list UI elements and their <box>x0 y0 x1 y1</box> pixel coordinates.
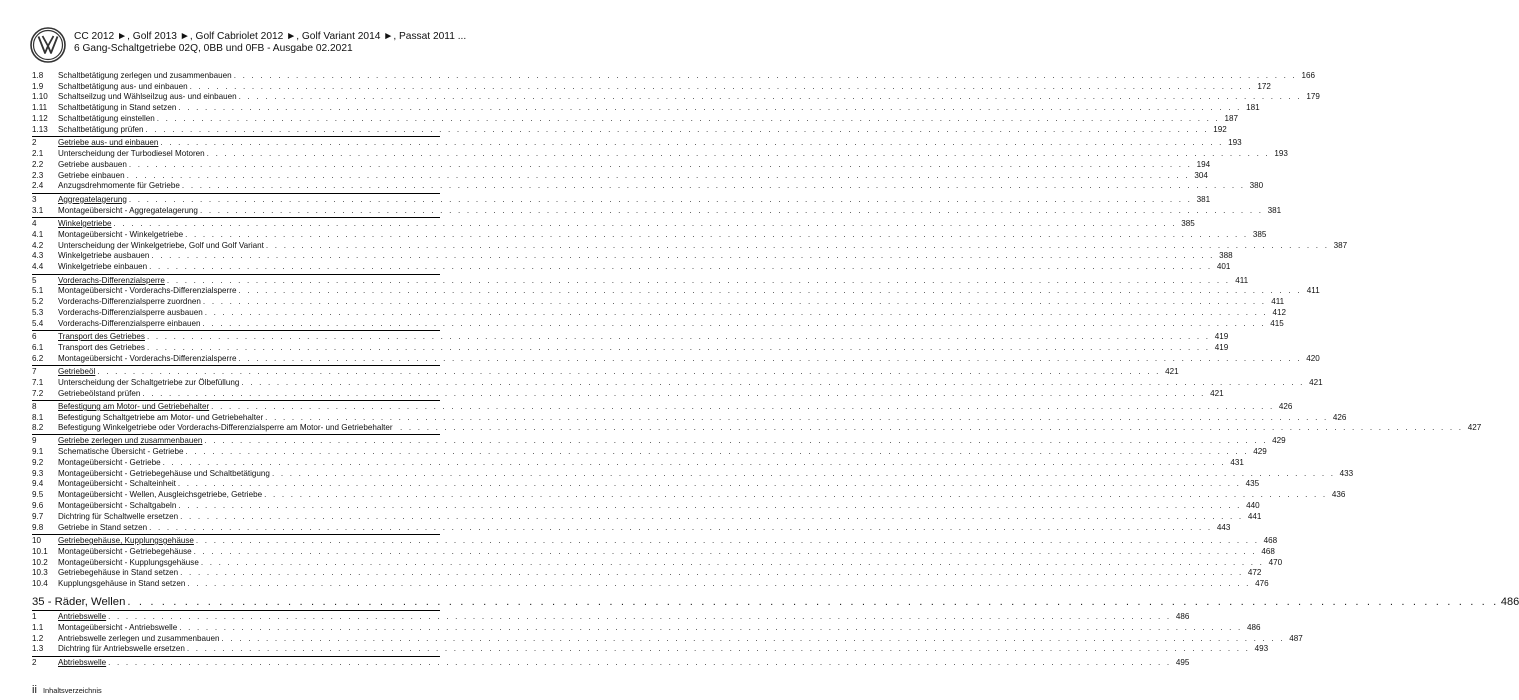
toc-leader: . . . . . . . . . . . . . . . . . . . . . . . . . . . . . . . . . . . . . . . . . . . . . . . . . . . . . . . . . . . . . . . . . . . . . . . . . . . . . . . . . . . . . . . . . . . . . . . . . . . . . . . . . . . . . . . . . . . . . . . . <box>128 194 1193 204</box>
toc-entry[interactable] <box>32 240 1348 251</box>
toc-leader: . . . . . . . . . . . . . . . . . . . . . . . . . . . . . . . . . . . . . . . . . . . . . . . . . . . . . . . . . . . . . . . . . . . . . . . . . . . . . . . . . . . . . . . . . . . . . . . . . . . . . . . . . . . . . . . . . . . . . . . . <box>149 522 1213 532</box>
toc-section[interactable] <box>32 365 1179 377</box>
toc-entry[interactable] <box>32 113 1238 124</box>
toc-leader: . . . . . . . . . . . . . . . . . . . . . . . . . . . . . . . . . . . . . . . . . . . . . . . . . . . . . . . . . . . . . . . . . . . . . . . . . . . . . . . . . . . . . . . . . . . . . . . . . . . . . . . . . . . . . . . . . . . . . . . . <box>146 332 1211 342</box>
toc-title: Winkelgetriebe <box>58 218 112 228</box>
toc-number: 2 <box>32 138 37 148</box>
toc-title: Montageübersicht - Getriebe <box>58 457 161 467</box>
toc-number: 9 <box>32 436 37 446</box>
toc-entry[interactable] <box>32 70 1315 81</box>
toc-leader: . . . . . . . . . . . . . . . . . . . . . . . . . . . . . . . . . . . . . . . . . . . . . . . . . . . . . . . . . . . . . . . . . . . . . . . . . . . . . . . . . . . . . . . . . . . . . . . . . . . . . . . . . . . . . . . . . . . . . . . . <box>180 511 1244 521</box>
toc-title: Kupplungsgehäuse in Stand setzen <box>58 579 186 589</box>
toc-entry[interactable] <box>32 412 1347 423</box>
toc-number: 2.1 <box>32 148 44 158</box>
toc-leader: . . . . . . . . . . . . . . . . . . . . . . . . . . . . . . . . . . . . . . . . . . . . . . . . . . . . . . . . . . . . . . . . . . . . . . . . . . . . . . . . . . . . . . . . . . . . . . . . . . . . . . . . . . . . . . . . . . . . . . . . <box>181 181 1246 191</box>
toc-leader: . . . . . . . . . . . . . . . . . . . . . . . . . . . . . . . . . . . . . . . . . . . . . . . . . . . . . . . . . . . . . . . . . . . . . . . . . . . . . . . . . . . . . . . . . . . . . . . . . . . . . . . . . . . . . . . . . . . . . . . . <box>156 113 1220 123</box>
toc-leader: . . . . . . . . . . . . . . . . . . . . . . . . . . . . . . . . . . . . . . . . . . . . . . . . . . . . . . . . . . . . . . . . . . . . . . . . . . . . . . . . . . . . . . . . . . . . . . . . . . . . . . . . . . . . . . . . . . . . . . . . <box>204 436 1268 446</box>
toc-number: 7 <box>32 367 37 377</box>
toc-page: 476 <box>1255 579 1269 589</box>
toc-leader: . . . . . . . . . . . . . . . . . . . . . . . . . . . . . . . . . . . . . . . . . . . . . . . . . . . . . . . . . . . . . . . . . . . . . . . . . . . . . . . . . . . . . . . . . . . . . . . . . . . . . . . . . . . . . . . . . . . . . . . . <box>193 546 1257 556</box>
toc-page: 411 <box>1271 297 1285 307</box>
toc-number: 10 <box>32 536 42 546</box>
toc-section[interactable] <box>32 434 1286 446</box>
toc-leader: . . . . . . . . . . . . . . . . . . . . . . . . . . . . . . . . . . . . . . . . . . . . . . . . . . . . . . . . . . . . . . . . . . . . . . . . . . . . . . . . . . . . . . . . . . . . . . . . . . . . . . . . . . . . . . . . . . . . . . . . <box>108 612 1172 621</box>
toc-title: Unterscheidung der Winkelgetriebe, Golf und Golf Variant <box>58 240 264 250</box>
toc-leader: . . . . . . . . . . . . . . . . . . . . . . . . . . . . . . . . . . . . . . . . . . . . . . . . . . . . . . . . . . . . . . . . . . . . . . . . . . . . . . . . . . . . . . . . . . . . . . . . . . . . . . . . . . . . . . . . . . . . . . . . <box>204 307 1268 317</box>
toc-title: Getriebe in Stand setzen <box>58 522 148 532</box>
toc-title: Vorderachs-Differenzialsperre ausbauen <box>58 307 203 317</box>
toc-number: 9.3 <box>32 468 44 478</box>
toc-leader: . . . . . . . . . . . . . . . . . . . . . . . . . . . . . . . . . . . . . . . . . . . . . . . . . . . . . . . . . . . . . . . . . . . . . . . . . . . . . . . . . . . . . . . . . . . . . . . . . . . . . . . . . . . . . . . . . . . . . . . . <box>127 596 1499 609</box>
toc-leader: . . . . . . . . . . . . . . . . . . . . . . . . . . . . . . . . . . . . . . . . . . . . . . . . . . . . . . . . . . . . . . . . . . . . . . . . . . . . . . . . . . . . . . . . . . . . . . . . . . . . . . . . . . . . . . . . . . . . . . . . <box>221 633 1285 643</box>
toc-leader: . . . . . . . . . . . . . . . . . . . . . . . . . . . . . . . . . . . . . . . . . . . . . . . . . . . . . . . . . . . . . . . . . . . . . . . . . . . . . . . . . . . . . . . . . . . . . . . . . . . . . . . . . . . . . . . . . . . . . . . . <box>151 251 1215 261</box>
toc-page: 412 <box>1272 307 1286 317</box>
toc-number: 9.7 <box>32 511 44 521</box>
toc-entry[interactable] <box>32 500 1260 511</box>
toc-page: 427 <box>1467 422 1482 432</box>
toc-leader: . . . . . . . . . . . . . . . . . . . . . . . . . . . . . . . . . . . . . . . . . . . . . . . . . . . . . . . . . . . . . . . . . . . . . . . . . . . . . . . . . . . . . . . . . . . . . . . . . . . . . . . . . . . . . . . . . . . . . . . . <box>211 402 1275 412</box>
toc-page: 411 <box>1306 286 1320 296</box>
toc-page: 419 <box>1214 332 1229 342</box>
toc-entry[interactable] <box>32 457 1244 468</box>
toc-page: 181 <box>1246 103 1260 113</box>
toc-number: 9.6 <box>32 501 44 511</box>
toc-leader: . . . . . . . . . . . . . . . . . . . . . . . . . . . . . . . . . . . . . . . . . . . . . . . . . . . . . . . . . . . . . . . . . . . . . . . . . . . . . . . . . . . . . . . . . . . . . . . . . . . . . . . . . . . . . . . . . . . . . . . . <box>126 170 1190 180</box>
toc-entry[interactable] <box>32 181 1264 192</box>
toc-leader: . . . . . . . . . . . . . . . . . . . . . . . . . . . . . . . . . . . . . . . . . . . . . . . . . . . . . . . . . . . . . . . . . . . . . . . . . . . . . . . . . . . . . . . . . . . . . . . . . . . . . . . . . . . . . . . . . . . . . . . . <box>160 138 1224 148</box>
toc-leader: . . . . . . . . . . . . . . . . . . . . . . . . . . . . . . . . . . . . . . . . . . . . . . . . . . . . . . . . . . . . . . . . . . . . . . . . . . . . . . . . . . . . . . . . . . . . . . . . . . . . . . . . . . . . . . . . . . . . . . . . <box>145 124 1209 134</box>
toc-number: 8.1 <box>32 412 44 422</box>
toc-entry[interactable] <box>32 546 1275 557</box>
toc-page: 172 <box>1257 81 1271 91</box>
toc-leader: . . . . . . . . . . . . . . . . . . . . . . . . . . . . . . . . . . . . . . . . . . . . . . . . . . . . . . . . . . . . . . . . . . . . . . . . . . . . . . . . . . . . . . . . . . . . . . . . . . . . . . . . . . . . . . . . . . . . . . . . <box>238 92 1302 102</box>
toc-entry[interactable] <box>32 342 1229 353</box>
toc-leader: . . . . . . . . . . . . . . . . . . . . . . . . . . . . . . . . . . . . . . . . . . . . . . . . . . . . . . . . . . . . . . . . . . . . . . . . . . . . . . . . . . . . . . . . . . . . . . . . . . . . . . . . . . . . . . . . . . . . . . . . <box>185 229 1249 239</box>
toc-page: 440 <box>1246 501 1260 511</box>
toc-title: Montageübersicht - Getriebegehäuse <box>58 546 192 556</box>
toc-number: 3.1 <box>32 205 44 215</box>
toc-title: Montageübersicht - Getriebegehäuse und Schaltbetätigung <box>58 468 270 478</box>
toc-title: Transport des Getriebes <box>58 332 145 342</box>
toc-title: Schematische Übersicht - Getriebe <box>58 447 184 457</box>
toc-leader: . . . . . . . . . . . . . . . . . . . . . . . . . . . . . . . . . . . . . . . . . . . . . . . . . . . . . . . . . . . . . . . . . . . . . . . . . . . . . . . . . . . . . . . . . . . . . . . . . . . . . . . . . . . . . . . . . . . . . . . . <box>238 353 1302 363</box>
toc-title: Dichtring für Antriebswelle ersetzen <box>58 644 185 654</box>
toc-number: 3 <box>32 194 37 204</box>
toc-entry[interactable] <box>32 578 1269 589</box>
toc-title: Getriebe einbauen <box>58 170 125 180</box>
toc-page: 470 <box>1268 557 1283 567</box>
toc-title: Schaltbetätigung in Stand setzen <box>58 103 177 113</box>
toc-title: Montageübersicht - Antriebswelle <box>58 622 178 632</box>
toc-number: 2 <box>32 657 37 667</box>
toc-number: 9.1 <box>32 447 44 457</box>
toc-number: 2.3 <box>32 170 44 180</box>
toc-number: 9.4 <box>32 479 44 489</box>
toc-number: 9.2 <box>32 457 44 467</box>
toc-number: 8 <box>32 402 37 412</box>
toc-number: 10.2 <box>32 557 48 567</box>
toc-number: 1.9 <box>32 81 44 91</box>
toc-title: Getriebegehäuse, Kupplungsgehäuse <box>58 536 194 546</box>
toc-title: Vorderachs-Differenzialsperre <box>58 275 165 285</box>
toc-number: 10.1 <box>32 546 48 556</box>
toc-entry[interactable] <box>32 307 1286 318</box>
toc-title: Getriebe ausbauen <box>58 159 127 169</box>
toc-title: Vorderachs-Differenzialsperre zuordnen <box>58 297 201 307</box>
toc-title: Schaltbetätigung prüfen <box>58 124 144 134</box>
toc-leader: . . . . . . . . . . . . . . . . . . . . . . . . . . . . . . . . . . . . . . . . . . . . . . . . . . . . . . . . . . . . . . . . . . . . . . . . . . . . . . . . . . . . . . . . . . . . . . . . . . . . . . . . . . . . . . . . . . . . . . . . <box>199 205 1264 215</box>
toc-page: 441 <box>1247 511 1262 521</box>
toc-entry[interactable] <box>32 622 1261 633</box>
toc-page: 429 <box>1272 436 1286 446</box>
toc-title: Antriebswelle zerlegen und zusammenbauen <box>58 633 220 643</box>
toc-section[interactable] <box>32 400 1293 412</box>
toc-title: Montageübersicht - Vorderachs-Differenzialsperre <box>58 353 237 363</box>
toc-title: Antriebswelle <box>58 612 107 621</box>
toc-title: Transport des Getriebes <box>58 342 145 352</box>
toc-page: 472 <box>1247 568 1262 578</box>
toc-entry[interactable] <box>32 377 1323 388</box>
toc-entry[interactable] <box>32 286 1320 297</box>
toc-entry[interactable] <box>32 353 1320 364</box>
toc-leader: . . . . . . . . . . . . . . . . . . . . . . . . . . . . . . . . . . . . . . . . . . . . . . . . . . . . . . . . . . . . . . . . . . . . . . . . . . . . . . . . . . . . . . . . . . . . . . . . . . . . . . . . . . . . . . . . . . . . . . . . <box>180 568 1244 578</box>
toc-title: Anzugsdrehmomente für Getriebe <box>58 181 180 191</box>
toc-entry[interactable] <box>32 229 1267 240</box>
toc-number: 6.2 <box>32 353 44 363</box>
toc-page: 388 <box>1219 251 1233 261</box>
table-of-contents <box>32 70 1519 668</box>
toc-page: 380 <box>1249 181 1264 191</box>
toc-title: Montageübersicht - Wellen, Ausgleichsgetriebe, Getriebe <box>58 490 263 500</box>
toc-leader: . . . . . . . . . . . . . . . . . . . . . . . . . . . . . . . . . . . . . . . . . . . . . . . . . . . . . . . . . . . . . . . . . . . . . . . . . . . . . . . . . . . . . . . . . . . . . . . . . . . . . . . . . . . . . . . . . . . . . . . . <box>202 318 1266 328</box>
toc-page: 426 <box>1332 412 1347 422</box>
toc-page: 419 <box>1214 342 1229 352</box>
toc-number: 4.4 <box>32 262 44 272</box>
toc-title: Getriebe aus- und einbauen <box>58 138 159 148</box>
toc-leader: . . . . . . . . . . . . . . . . . . . . . . . . . . . . . . . . . . . . . . . . . . . . . . . . . . . . . . . . . . . . . . . . . . . . . . . . . . . . . . . . . . . . . . . . . . . . . . . . . . . . . . . . . . . . . . . . . . . . . . . . <box>186 644 1251 654</box>
toc-number: 4.2 <box>32 240 44 250</box>
toc-title: Dichtring für Schaltwelle ersetzen <box>58 511 179 521</box>
toc-section[interactable] <box>32 217 1195 229</box>
toc-entry[interactable] <box>32 81 1271 92</box>
toc-entry[interactable] <box>32 388 1224 399</box>
toc-leader: . . . . . . . . . . . . . . . . . . . . . . . . . . . . . . . . . . . . . . . . . . . . . . . . . . . . . . . . . . . . . . . . . . . . . . . . . . . . . . . . . . . . . . . . . . . . . . . . . . . . . . . . . . . . . . . . . . . . . . . . <box>178 103 1242 113</box>
toc-title: Vorderachs-Differenzialsperre einbauen <box>58 318 201 328</box>
toc-page: 486 <box>1500 596 1519 609</box>
toc-entry[interactable] <box>32 261 1231 272</box>
toc-page: 468 <box>1263 536 1278 546</box>
footer-label: Inhaltsverzeichnis <box>42 686 102 695</box>
toc-title: Schaltbetätigung aus- und einbauen <box>58 81 188 91</box>
toc-section[interactable] <box>32 136 1242 148</box>
toc-page: 304 <box>1194 170 1208 180</box>
toc-page: 443 <box>1216 522 1231 532</box>
toc-number: 5.1 <box>32 286 44 296</box>
toc-leader: . . . . . . . . . . . . . . . . . . . . . . . . . . . . . . . . . . . . . . . . . . . . . . . . . . . . . . . . . . . . . . . . . . . . . . . . . . . . . . . . . . . . . . . . . . . . . . . . . . . . . . . . . . . . . . . . . . . . . . . . <box>162 457 1226 467</box>
toc-title: Winkelgetriebe einbauen <box>58 262 148 272</box>
toc-page: 179 <box>1306 92 1320 102</box>
toc-entry[interactable] <box>32 159 1211 170</box>
toc-leader: . . . . . . . . . . . . . . . . . . . . . . . . . . . . . . . . . . . . . . . . . . . . . . . . . . . . . . . . . . . . . . . . . . . . . . . . . . . . . . . . . . . . . . . . . . . . . . . . . . . . . . . . . . . . . . . . . . . . . . . . <box>202 297 1267 307</box>
toc-number: 1.3 <box>32 644 44 654</box>
toc-leader: . . . . . . . . . . . . . . . . . . . . . . . . . . . . . . . . . . . . . . . . . . . . . . . . . . . . . . . . . . . . . . . . . . . . . . . . . . . . . . . . . . . . . . . . . . . . . . . . . . . . . . . . . . . . . . . . . . . . . . . . <box>97 367 1161 377</box>
toc-page: 468 <box>1261 546 1275 556</box>
toc-number: 1 <box>32 612 37 621</box>
toc-page: 436 <box>1331 490 1346 500</box>
toc-number: 1.1 <box>32 622 44 632</box>
toc-leader: . . . . . . . . . . . . . . . . . . . . . . . . . . . . . . . . . . . . . . . . . . . . . . . . . . . . . . . . . . . . . . . . . . . . . . . . . . . . . . . . . . . . . . . . . . . . . . . . . . . . . . . . . . . . . . . . . . . . . . . . <box>200 557 1265 567</box>
toc-section[interactable] <box>32 330 1229 342</box>
toc-number: 4.1 <box>32 229 44 239</box>
toc-title: Montageübersicht - Winkelgetriebe <box>58 229 184 239</box>
toc-leader: . . . . . . . . . . . . . . . . . . . . . . . . . . . . . . . . . . . . . . . . . . . . . . . . . . . . . . . . . . . . . . . . . . . . . . . . . . . . . . . . . . . . . . . . . . . . . . . . . . . . . . . . . . . . . . . . . . . . . . . . <box>233 70 1297 80</box>
toc-page: 495 <box>1175 657 1190 667</box>
toc-leader: . . . . . . . . . . . . . . . . . . . . . . . . . . . . . . . . . . . . . . . . . . . . . . . . . . . . . . . . . . . . . . . . . . . . . . . . . . . . . . . . . . . . . . . . . . . . . . . . . . . . . . . . . . . . . . . . . . . . . . . . <box>177 479 1242 489</box>
toc-entry[interactable] <box>32 511 1262 522</box>
toc-leader: . . . . . . . . . . . . . . . . . . . . . . . . . . . . . . . . . . . . . . . . . . . . . . . . . . . . . . . . . . . . . . . . . . . . . . . . . . . . . . . . . . . . . . . . . . . . . . . . . . . . . . . . . . . . . . . . . . . . . . . . <box>189 81 1253 91</box>
toc-leader: . . . . . . . . . . . . . . . . . . . . . . . . . . . . . . . . . . . . . . . . . . . . . . . . . . . . . . . . . . . . . . . . . . . . . . . . . . . . . . . . . . . . . . . . . . . . . . . . . . . . . . . . . . . . . . . . . . . . . . . . <box>187 579 1251 589</box>
toc-number: 5.4 <box>32 318 44 328</box>
toc-section[interactable] <box>32 610 1190 622</box>
toc-leader: . . . . . . . . . . . . . . . . . . . . . . . . . . . . . . . . . . . . . . . . . . . . . . . . . . . . . . . . . . . . . . . . . . . . . . . . . . . . . . . . . . . . . . . . . . . . . . . . . . . . . . . . . . . . . . . . . . . . . . . . <box>166 275 1231 285</box>
toc-leader: . . . . . . . . . . . . . . . . . . . . . . . . . . . . . . . . . . . . . . . . . . . . . . . . . . . . . . . . . . . . . . . . . . . . . . . . . . . . . . . . . . . . . . . . . . . . . . . . . . . . . . . . . . . . . . . . . . . . . . . . <box>146 342 1211 352</box>
document-header <box>30 27 470 71</box>
toc-page: 493 <box>1254 644 1269 654</box>
toc-leader: . . . . . . . . . . . . . . . . . . . . . . . . . . . . . . . . . . . . . . . . . . . . . . . . . . . . . . . . . . . . . . . . . . . . . . . . . . . . . . . . . . . . . . . . . . . . . . . . . . . . . . . . . . . . . . . . . . . . . . . . <box>108 657 1172 667</box>
toc-title: Montageübersicht - Aggregatelagerung <box>58 205 198 215</box>
toc-leader: . . . . . . . . . . . . . . . . . . . . . . . . . . . . . . . . . . . . . . . . . . . . . . . . . . . . . . . . . . . . . . . . . . . . . . . . . . . . . . . . . . . . . . . . . . . . . . . . . . . . . . . . . . . . . . . . . . . . . . . . <box>142 388 1206 398</box>
toc-entry[interactable] <box>32 489 1346 500</box>
toc-leader: . . . . . . . . . . . . . . . . . . . . . . . . . . . . . . . . . . . . . . . . . . . . . . . . . . . . . . . . . . . . . . . . . . . . . . . . . . . . . . . . . . . . . . . . . . . . . . . . . . . . . . . . . . . . . . . . . . . . . . . . <box>128 159 1193 169</box>
toc-number: 1.10 <box>32 92 48 102</box>
toc-page: 420 <box>1306 353 1320 363</box>
toc-title: Getriebegehäuse in Stand setzen <box>58 568 179 578</box>
toc-entry[interactable] <box>32 102 1260 113</box>
toc-page: 381 <box>1267 205 1282 215</box>
toc-page: 421 <box>1165 367 1179 377</box>
toc-entry[interactable] <box>32 557 1283 568</box>
toc-entry[interactable] <box>32 205 1282 216</box>
toc-leader: . . . . . . . . . . . . . . . . . . . . . . . . . . . . . . . . . . . . . . . . . . . . . . . . . . . . . . . . . . . . . . . . . . . . . . . . . . . . . . . . . . . . . . . . . . . . . . . . . . . . . . . . . . . . . . . . . . . . . . . . <box>195 536 1260 546</box>
toc-leader: . . . . . . . . . . . . . . . . . . . . . . . . . . . . . . . . . . . . . . . . . . . . . . . . . . . . . . . . . . . . . . . . . . . . . . . . . . . . . . . . . . . . . . . . . . . . . . . . . . . . . . . . . . . . . . . . . . . . . . . . <box>264 490 1328 500</box>
toc-number: 5.2 <box>32 297 44 307</box>
toc-leader: . . . . . . . . . . . . . . . . . . . . . . . . . . . . . . . . . . . . . . . . . . . . . . . . . . . . . . . . . . . . . . . . . . . . . . . . . . . . . . . . . . . . . . . . . . . . . . . . . . . . . . . . . . . . . . . . . . . . . . . . <box>238 286 1302 296</box>
toc-entry[interactable] <box>32 644 1269 655</box>
toc-number: 8.2 <box>32 422 44 432</box>
toc-page: 385 <box>1181 218 1195 228</box>
toc-title: Schaltseilzug und Wählseilzug aus- und einbauen <box>58 92 237 102</box>
toc-entry[interactable] <box>32 318 1284 329</box>
toc-section[interactable] <box>32 274 1249 286</box>
toc-page: 194 <box>1196 159 1211 169</box>
toc-leader: . . . . . . . . . . . . . . . . . . . . . . . . . . . . . . . . . . . . . . . . . . . . . . . . . . . . . . . . . . . . . . . . . . . . . . . . . . . . . . . . . . . . . . . . . . . . . . . . . . . . . . . . . . . . . . . . . . . . . . . . <box>185 447 1249 457</box>
toc-leader: . . . . . . . . . . . . . . . . . . . . . . . . . . . . . . . . . . . . . . . . . . . . . . . . . . . . . . . . . . . . . . . . . . . . . . . . . . . . . . . . . . . . . . . . . . . . . . . . . . . . . . . . . . . . . . . . . . . . . . . . <box>206 148 1270 158</box>
toc-number: 9.8 <box>32 522 44 532</box>
toc-section[interactable] <box>32 534 1278 546</box>
toc-title: Getriebeöl <box>58 367 96 377</box>
toc-title: Montageübersicht - Schalteinheit <box>58 479 176 489</box>
toc-number: 10.3 <box>32 568 48 578</box>
toc-page: 426 <box>1278 402 1293 412</box>
toc-page: 486 <box>1175 612 1190 621</box>
toc-number: 2.2 <box>32 159 44 169</box>
toc-leader: . . . . . . . . . . . . . . . . . . . . . . . . . . . . . . . . . . . . . . . . . . . . . . . . . . . . . . . . . . . . . . . . . . . . . . . . . . . . . . . . . . . . . . . . . . . . . . . . . . . . . . . . . . . . . . . . . . . . . . . . <box>265 240 1330 250</box>
toc-entry[interactable] <box>32 446 1267 457</box>
toc-entry[interactable] <box>32 522 1231 533</box>
toc-page: 187 <box>1224 113 1238 123</box>
toc-section[interactable] <box>32 656 1190 668</box>
toc-page: 429 <box>1253 447 1267 457</box>
toc-page: 415 <box>1270 318 1284 328</box>
toc-page: 411 <box>1235 275 1249 285</box>
toc-entry[interactable] <box>32 148 1288 159</box>
toc-number: 9.5 <box>32 490 44 500</box>
toc-title: Schaltbetätigung einstellen <box>58 113 155 123</box>
toc-chapter[interactable] <box>32 593 1519 609</box>
header-vehicles: CC 2012 ►, Golf 2013 ►, Golf Cabriolet 2012 ►, Golf Variant 2014 ►, Passat 2011 ... <box>74 31 467 42</box>
header-subtitle: 6 Gang-Schaltgetriebe 02Q, 0BB und 0FB - Ausgabe 02.2021 <box>74 43 353 54</box>
toc-number: 1.8 <box>32 70 44 80</box>
toc-title: Getriebe zerlegen und zusammenbauen <box>58 436 203 446</box>
toc-number: 1.2 <box>32 633 44 643</box>
toc-entry[interactable] <box>32 468 1354 479</box>
toc-page: 433 <box>1339 468 1354 478</box>
toc-leader: . . . . . . . . . . . . . . . . . . . . . . . . . . . . . . . . . . . . . . . . . . . . . . . . . . . . . . . . . . . . . . . . . . . . . . . . . . . . . . . . . . . . . . . . . . . . . . . . . . . . . . . . . . . . . . . . . . . . . . . . <box>265 412 1329 422</box>
toc-number: 1.13 <box>32 124 48 134</box>
toc-number: 2.4 <box>32 181 44 191</box>
header-text <box>74 31 466 55</box>
toc-page: 487 <box>1289 633 1303 643</box>
toc-leader: . . . . . . . . . . . . . . . . . . . . . . . . . . . . . . . . . . . . . . . . . . . . . . . . . . . . . . . . . . . . . . . . . . . . . . . . . . . . . . . . . . . . . . . . . . . . . . . . . . . . . . . . . . . . . . . . . . . . . . . . <box>149 262 1213 272</box>
toc-title: Unterscheidung der Turbodiesel Motoren <box>58 148 205 158</box>
toc-page: 192 <box>1213 124 1227 134</box>
toc-entry[interactable] <box>32 568 1262 579</box>
toc-number: 6 <box>32 332 37 342</box>
toc-number: 4.3 <box>32 251 44 261</box>
toc-leader: . . . . . . . . . . . . . . . . . . . . . . . . . . . . . . . . . . . . . . . . . . . . . . . . . . . . . . . . . . . . . . . . . . . . . . . . . . . . . . . . . . . . . . . . . . . . . . . . . . . . . . . . . . . . . . . . . . . . . . . . <box>241 377 1305 387</box>
toc-page: 401 <box>1216 262 1231 272</box>
toc-page: 421 <box>1210 388 1224 398</box>
toc-leader: . . . . . . . . . . . . . . . . . . . . . . . . . . . . . . . . . . . . . . . . . . . . . . . . . . . . . . . . . . . . . . . . . . . . . . . . . . . . . . . . . . . . . . . . . . . . . . . . . . . . . . . . . . . . . . . . . . . . . . . . <box>178 501 1242 511</box>
toc-number: 1.12 <box>32 113 48 123</box>
toc-entry[interactable] <box>32 170 1208 181</box>
toc-page: 421 <box>1309 377 1323 387</box>
toc-number: 6.1 <box>32 342 44 352</box>
toc-title: Unterscheidung der Schaltgetriebe zur Ölbefüllung <box>58 377 240 387</box>
toc-title: Schaltbetätigung zerlegen und zusammenbauen <box>58 70 232 80</box>
toc-number: 10.4 <box>32 579 48 589</box>
toc-page: 166 <box>1301 70 1315 80</box>
toc-page: 193 <box>1274 148 1288 158</box>
toc-page: 381 <box>1196 194 1211 204</box>
toc-page: 193 <box>1228 138 1242 148</box>
toc-number: 5 <box>32 275 37 285</box>
toc-leader: . . . . . . . . . . . . . . . . . . . . . . . . . . . . . . . . . . . . . . . . . . . . . . . . . . . . . . . . . . . . . . . . . . . . . . . . . . . . . . . . . . . . . . . . . . . . . . . . . . . . . . . . . . . . . . . . . . . . . . . . <box>400 422 1464 432</box>
page-footer <box>32 684 102 696</box>
toc-title: Abtriebswelle <box>58 657 107 667</box>
toc-page: 385 <box>1252 229 1267 239</box>
toc-entry[interactable] <box>32 479 1260 490</box>
toc-page: 431 <box>1230 457 1244 467</box>
toc-entry[interactable] <box>32 633 1303 644</box>
toc-title: Winkelgetriebe ausbauen <box>58 251 150 261</box>
toc-title: Befestigung am Motor- und Getriebehalter <box>58 402 210 412</box>
toc-number: 5.3 <box>32 307 44 317</box>
toc-number: 1.11 <box>32 103 48 113</box>
toc-entry[interactable] <box>32 124 1227 135</box>
toc-title: Montageübersicht - Schaltgabeln <box>58 501 177 511</box>
toc-title: Befestigung Winkelgetriebe oder Vorderachs-Differenzialsperre am Motor- und Getriebehalter <box>58 422 393 432</box>
toc-section[interactable] <box>32 193 1211 205</box>
page-number: ii <box>32 684 37 696</box>
vw-logo-icon <box>30 27 66 63</box>
toc-number: 7.2 <box>32 388 44 398</box>
toc-page: 435 <box>1245 479 1260 489</box>
toc-entry[interactable] <box>32 92 1320 103</box>
toc-entry[interactable] <box>32 296 1285 307</box>
toc-number: 4 <box>32 218 37 228</box>
toc-title: Befestigung Schaltgetriebe am Motor- und Getriebehalter <box>58 412 264 422</box>
toc-page: 486 <box>1246 622 1261 632</box>
toc-title: Getriebeölstand prüfen <box>58 388 141 398</box>
toc-leader: . . . . . . . . . . . . . . . . . . . . . . . . . . . . . . . . . . . . . . . . . . . . . . . . . . . . . . . . . . . . . . . . . . . . . . . . . . . . . . . . . . . . . . . . . . . . . . . . . . . . . . . . . . . . . . . . . . . . . . . . <box>271 468 1336 478</box>
toc-number: 7.1 <box>32 377 44 387</box>
toc-title: 35 - Räder, Wellen <box>32 596 126 609</box>
toc-title: Montageübersicht - Vorderachs-Differenzialsperre <box>58 286 237 296</box>
toc-leader: . . . . . . . . . . . . . . . . . . . . . . . . . . . . . . . . . . . . . . . . . . . . . . . . . . . . . . . . . . . . . . . . . . . . . . . . . . . . . . . . . . . . . . . . . . . . . . . . . . . . . . . . . . . . . . . . . . . . . . . . <box>113 218 1177 228</box>
toc-title: Montageübersicht - Kupplungsgehäuse <box>58 557 199 567</box>
toc-entry[interactable] <box>32 251 1233 262</box>
toc-page: 387 <box>1333 240 1348 250</box>
toc-leader: . . . . . . . . . . . . . . . . . . . . . . . . . . . . . . . . . . . . . . . . . . . . . . . . . . . . . . . . . . . . . . . . . . . . . . . . . . . . . . . . . . . . . . . . . . . . . . . . . . . . . . . . . . . . . . . . . . . . . . . . <box>179 622 1243 632</box>
toc-title: Aggregatelagerung <box>58 194 127 204</box>
toc-entry[interactable] <box>32 422 1482 433</box>
